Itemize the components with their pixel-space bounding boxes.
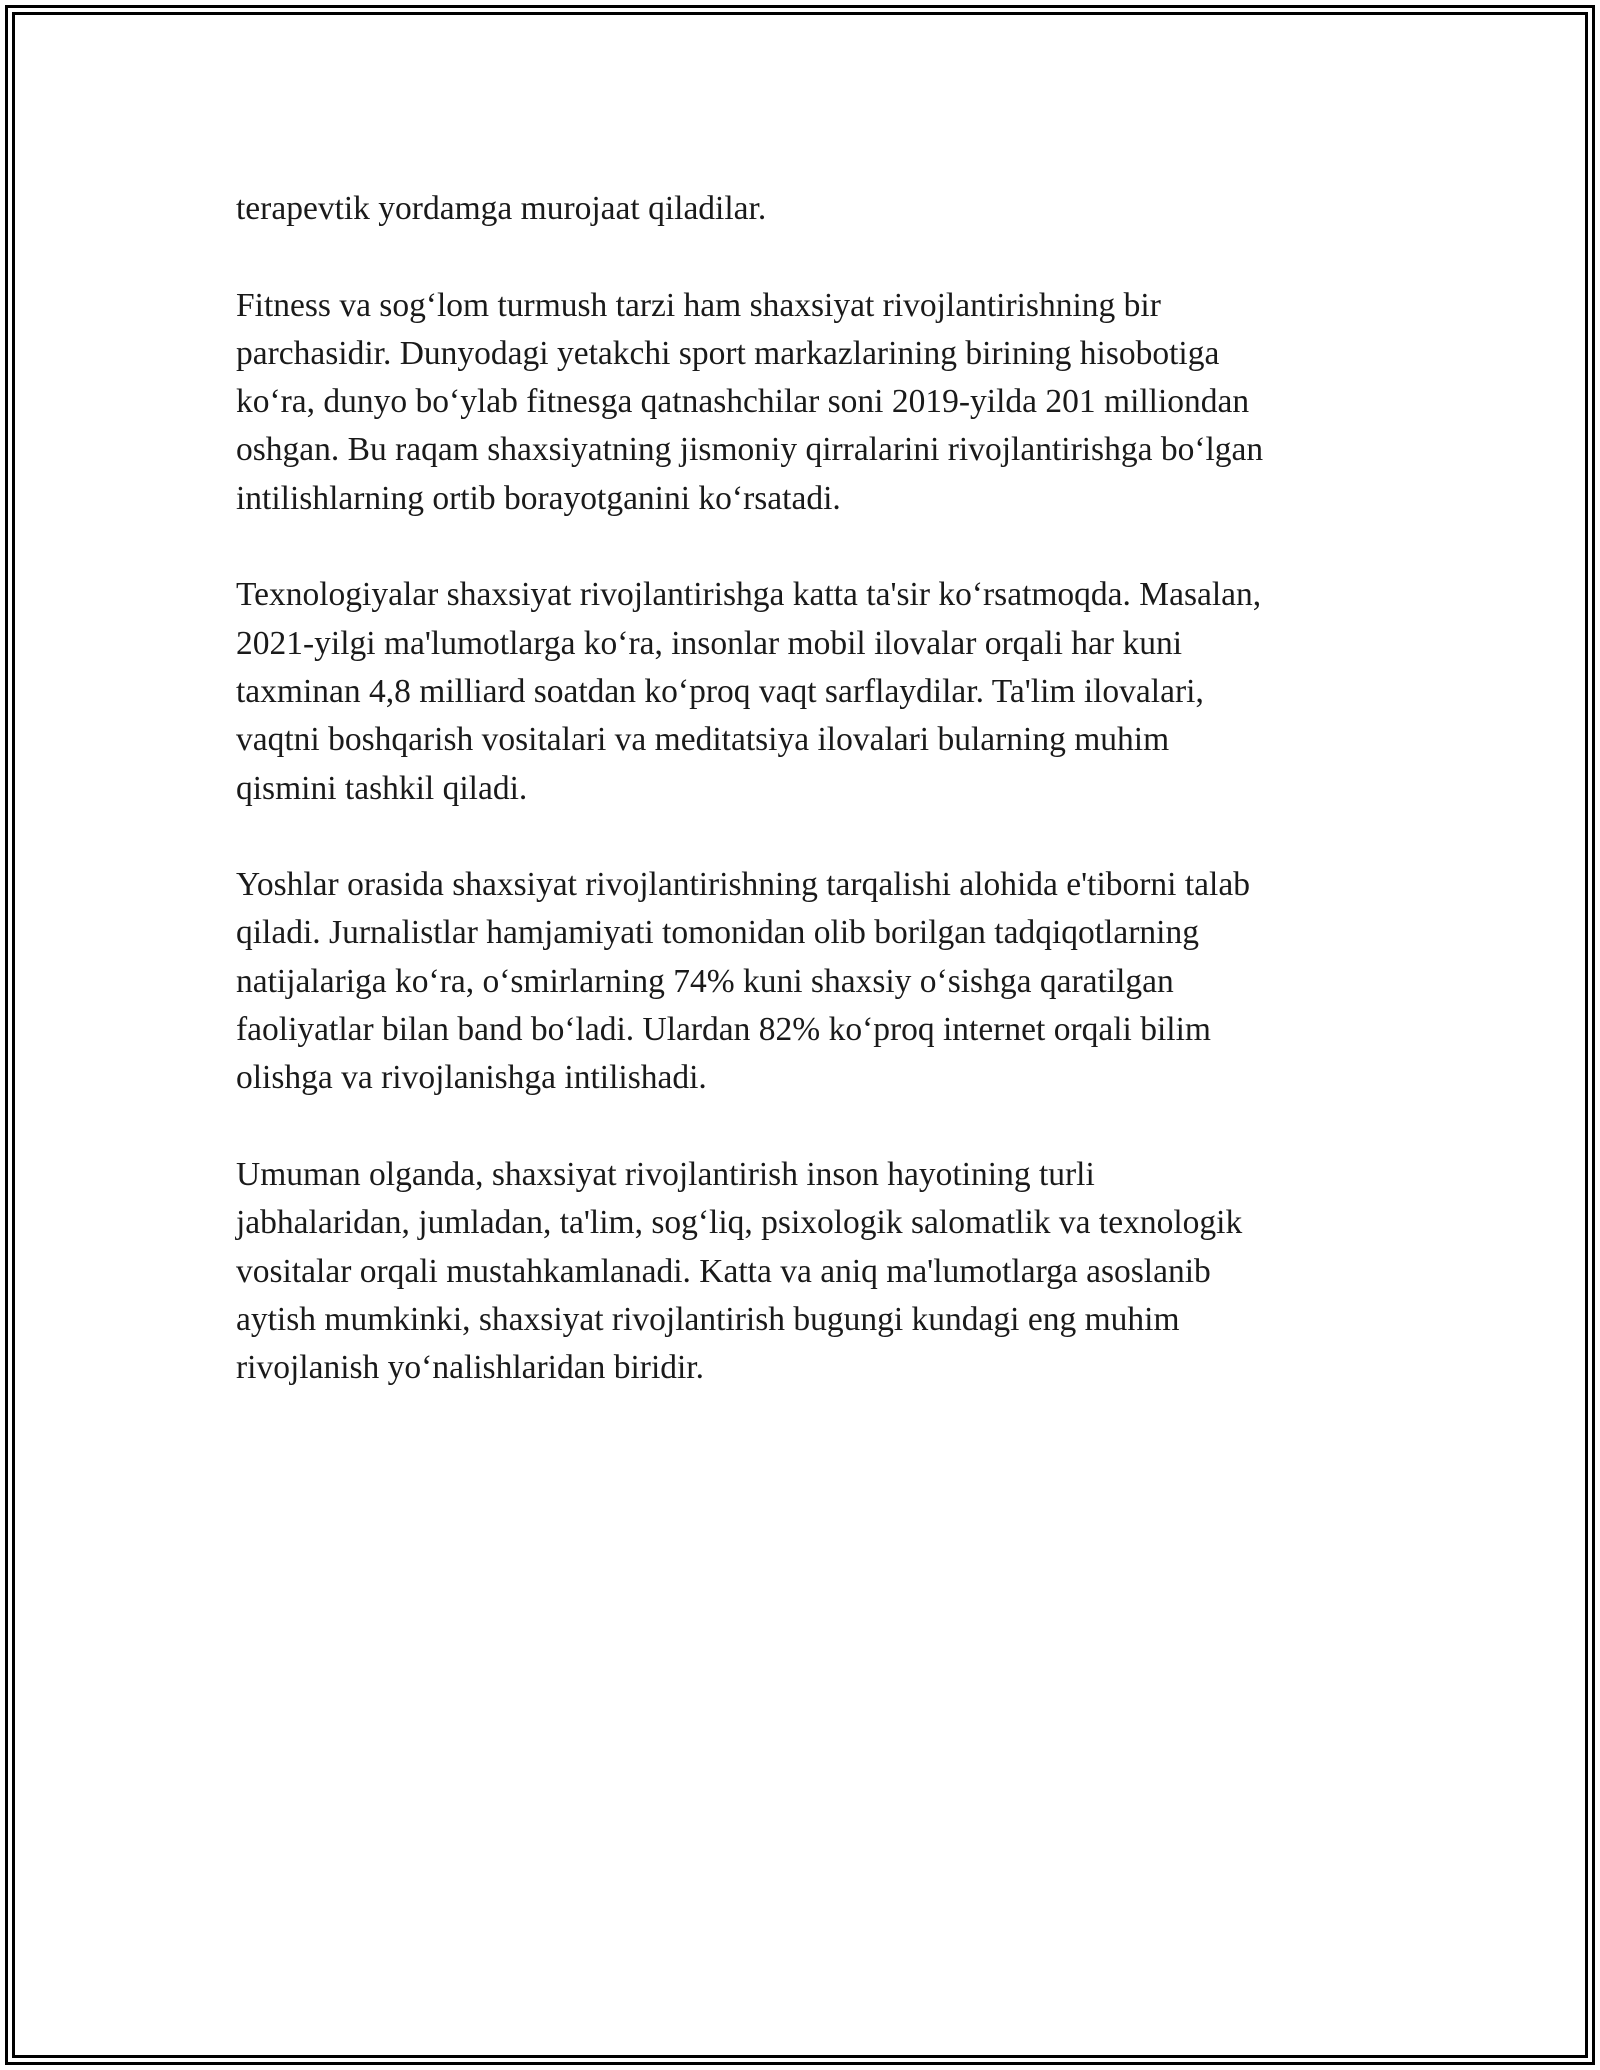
paragraph-technology: Texnologiyalar shaxsiyat rivojlantirishga katta ta'sir ko‘rsatmoqda. Masalan, 2021-yilgi ma'lumotlarga ko‘ra, insonlar mobil ilovalar orqali har kuni taxminan 4,8 milliard soatdan ko‘proq vaqt sarflaydilar. Ta'lim ilovalari, vaqtni boshqarish vositalari va meditatsiya ilovalari bularning muhim qismini tashkil qiladi. xyxy=(236,576,1262,807)
paragraph-youth: Yoshlar orasida shaxsiyat rivojlantirishning tarqalishi alohida e'tiborni talab qiladi. Jurnalistlar hamjamiyati tomonidan olib borilgan tadqiqotlarning natijalariga ko‘ra, o‘smirlarning 74% kuni shaxsiy o‘sishga qaratilgan faoliyatlar bilan band bo‘ladi. Ulardan 82% ko‘proq internet orqali bilim olishga va rivojlanishga intilishadi. xyxy=(236,866,1250,1097)
document-body xyxy=(236,185,1386,1441)
paragraph-fitness: Fitness va sog‘lom turmush tarzi ham shaxsiyat rivojlantirishning bir parchasidir. Dunyodagi yetakchi sport markazlarining birining hisobotiga ko‘ra, dunyo bo‘ylab fitnesga qatnashchilar soni 2019-yilda 201 milliondan oshgan. Bu raqam shaxsiyatning jismoniy qirralarini rivojlantirishga bo‘lgan intilishlarning ortib borayotganini ko‘rsatadi. xyxy=(236,286,1264,517)
paragraph-conclusion: Umuman olganda, shaxsiyat rivojlantirish inson hayotining turli jabhalaridan, jumladan, ta'lim, sog‘liq, psixologik salomatlik va texnologik vositalar orqali mustahkamlanadi. Katta va aniq ma'lumotlarga asoslanib aytish mumkinki, shaxsiyat rivojlantirish bugungi kundagi eng muhim rivojlanish yo‘nalishlaridan biridir. xyxy=(236,1155,1243,1387)
paragraph-therapy-continuation: terapevtik yordamga murojaat qiladilar. xyxy=(236,190,767,227)
